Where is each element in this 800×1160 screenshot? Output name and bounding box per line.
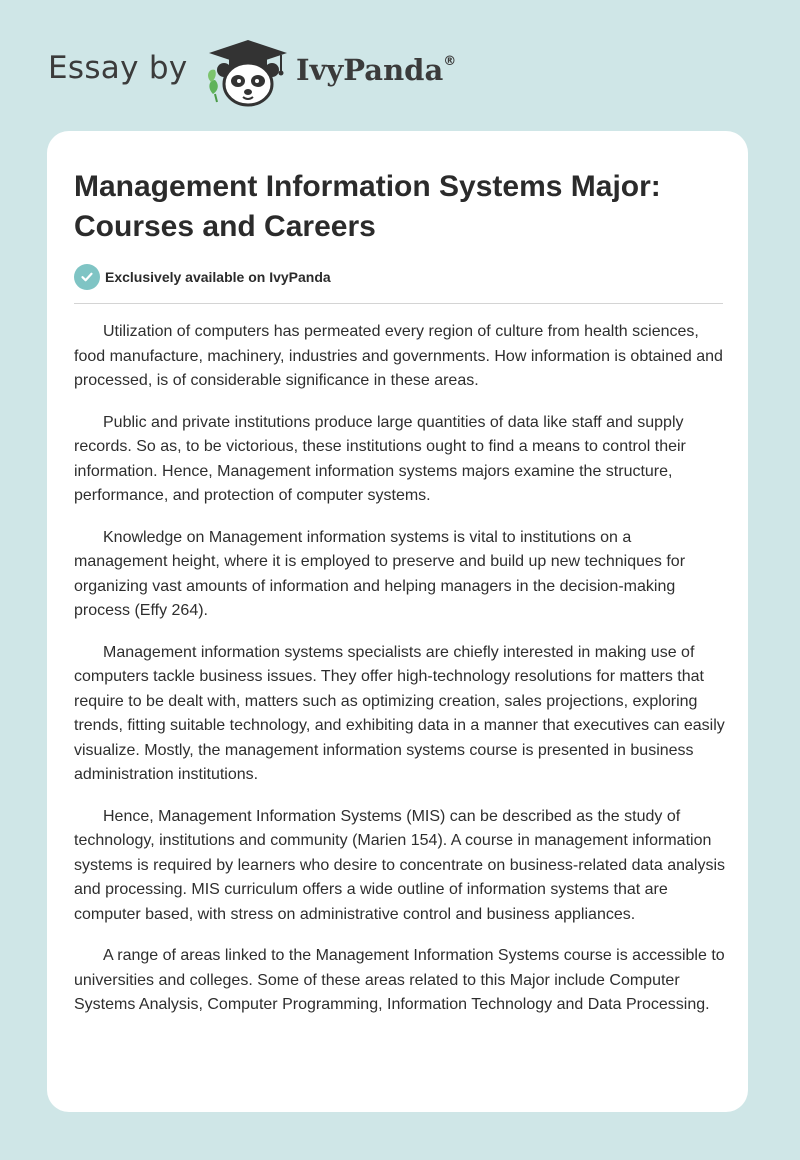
panda-graduate-icon xyxy=(203,36,293,108)
paragraph: Management information systems specialists are chiefly interested in making use of computers tackle business issues. They offer high-technology resolutions for matters that require to be dealt with, matters such as optimizing creation, sales projections, exploring trends, fitting suitable technology, and exhibiting data in a manner that executives can easily visualize. Mostly, the management information systems course is presented in business administration institutions. xyxy=(74,643,725,783)
paragraph: Public and private institutions produce large quantities of data like staff and supply records. So as, to be victorious, these institutions ought to find a means to control their information. Hence, Management information systems majors examine the structure, performance, and protection of computer systems. xyxy=(74,413,686,504)
paragraph: Utilization of computers has permeated every region of culture from health sciences, food manufacture, machinery, industries and governments. How information is obtained and processed, is of considerable significance in these areas. xyxy=(74,323,723,389)
paragraph: A range of areas linked to the Management Information Systems course is accessible to universities and colleges. Some of these areas related to this Major include Computer Systems Analysis, Computer Programming, Information Technology and Data Processing. xyxy=(74,947,725,1013)
essay-card xyxy=(47,131,748,1112)
registered-mark: ® xyxy=(443,54,457,70)
divider xyxy=(74,303,723,304)
exclusive-badge xyxy=(74,264,331,290)
check-circle-icon xyxy=(74,264,100,290)
paragraph: Hence, Management Information Systems (MIS) can be described as the study of technology, institutions and community (Marien 154). A course in management information systems is required by learners who desire to concentrate on business-related data analysis and processing. MIS curriculum offers a wide outline of information systems that are computer based, with stress on administrative control and business appliances. xyxy=(74,807,725,923)
exclusive-badge-label: Exclusively available on IvyPanda xyxy=(105,269,331,285)
essay-by-label: Essay by xyxy=(48,50,188,86)
ivypanda-logo-text[interactable] xyxy=(296,53,456,87)
paragraph: Knowledge on Management information systems is vital to institutions on a management height, where it is employed to preserve and build up new techniques for organizing vast amounts of information and helping managers in the decision-making process (Effy 264). xyxy=(74,528,686,619)
page-title: Management Information Systems Major: Courses and Careers xyxy=(74,170,661,243)
site-header xyxy=(0,0,800,130)
brand-name: IvyPanda xyxy=(296,53,444,87)
essay-body xyxy=(74,320,726,1035)
